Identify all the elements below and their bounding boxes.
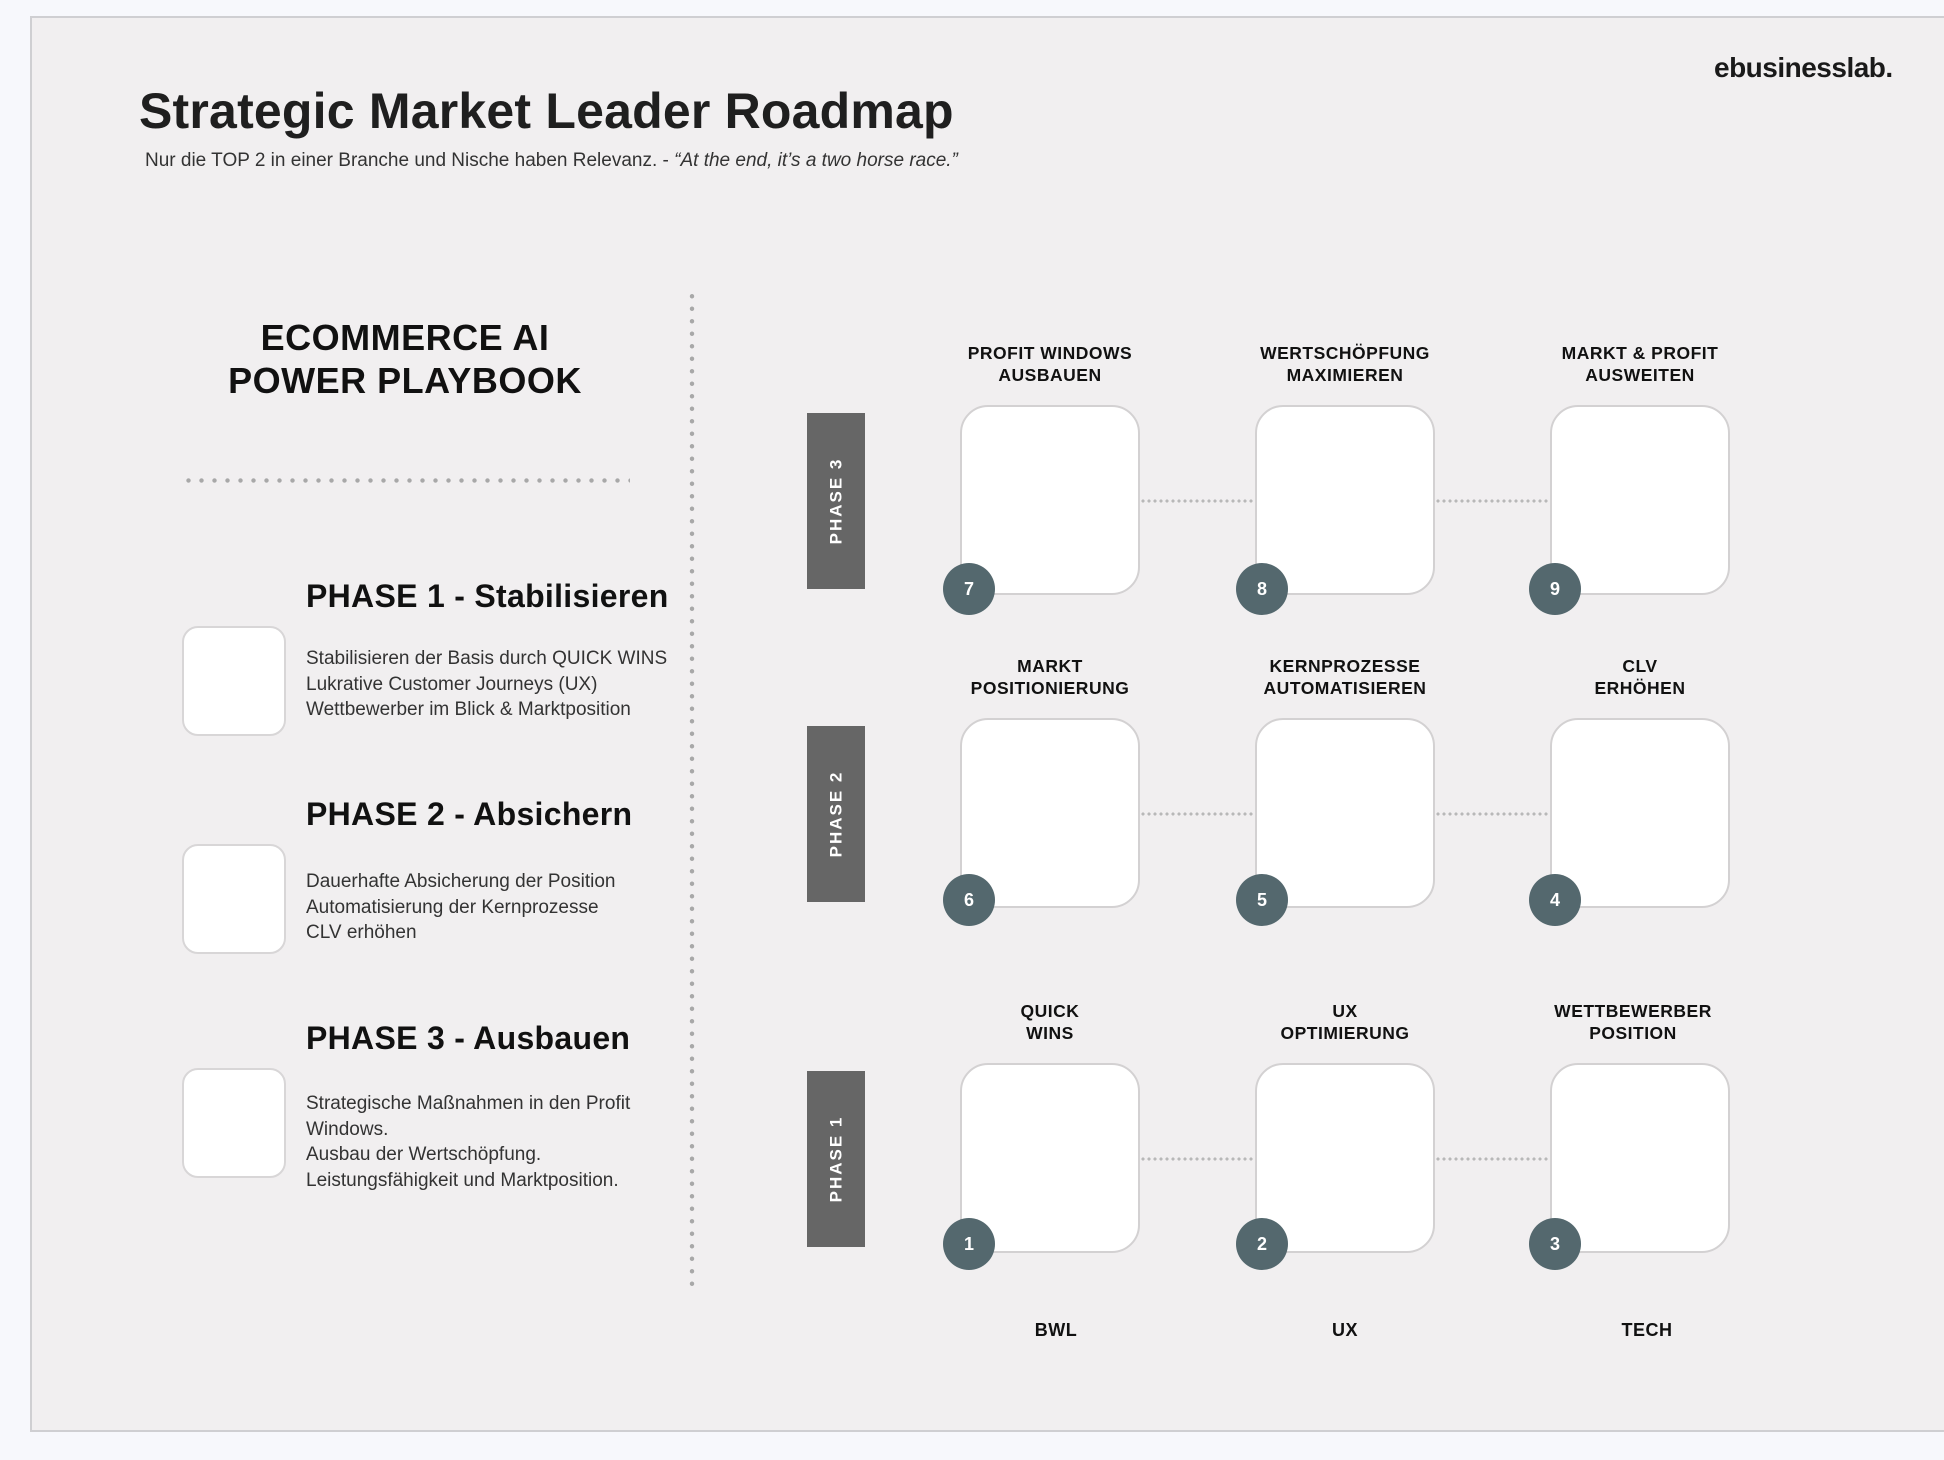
phase-1-checkbox[interactable]	[182, 626, 286, 736]
step-7-label	[920, 342, 1180, 386]
step-1-label	[920, 1000, 1180, 1044]
step-7-card[interactable]	[960, 405, 1140, 595]
step-label-line: POSITIONIERUNG	[970, 678, 1130, 698]
step-4-card[interactable]	[1550, 718, 1730, 908]
phase-3-checkbox[interactable]	[182, 1068, 286, 1178]
step-connector	[1435, 499, 1551, 503]
playbook-title	[190, 316, 620, 402]
step-label-line: MARKT	[1017, 656, 1083, 676]
phase-2-checkbox[interactable]	[182, 844, 286, 954]
step-label-line: AUSWEITEN	[1585, 365, 1695, 385]
phase-bar-label: PHASE 3	[826, 457, 845, 545]
description-line: Windows.	[306, 1118, 389, 1140]
step-8-number-badge: 8	[1236, 563, 1288, 615]
step-2-number-badge: 2	[1236, 1218, 1288, 1270]
step-label-line: MAXIMIEREN	[1286, 365, 1404, 385]
horizontal-divider	[182, 478, 630, 483]
phase-2-heading: PHASE 2 - Absichern	[306, 796, 633, 832]
step-9-card[interactable]	[1550, 405, 1730, 595]
step-label-line: POSITION	[1589, 1023, 1677, 1043]
step-label-line: CLV	[1622, 656, 1658, 676]
phase-3-description	[306, 1091, 630, 1193]
phase-3-heading: PHASE 3 - Ausbauen	[306, 1020, 631, 1056]
phase-2-bar	[807, 726, 865, 902]
step-6-number-badge: 6	[943, 874, 995, 926]
description-line: Lukrative Customer Journeys (UX)	[306, 673, 598, 695]
step-label-line: WINS	[1026, 1023, 1074, 1043]
step-connector	[1140, 499, 1256, 503]
step-9-number-badge: 9	[1529, 563, 1581, 615]
phase-1-heading: PHASE 1 - Stabilisieren	[306, 578, 669, 614]
step-6-label	[920, 655, 1180, 699]
step-label-line: OPTIMIERUNG	[1280, 1023, 1410, 1043]
step-7-number-badge: 7	[943, 563, 995, 615]
step-label-line: KERNPROZESSE	[1269, 656, 1421, 676]
playbook-title-line: POWER PLAYBOOK	[228, 360, 582, 401]
step-3-label	[1503, 1000, 1763, 1044]
step-4-label	[1510, 655, 1770, 699]
phase-bar-label: PHASE 2	[826, 770, 845, 858]
phase-1-bar	[807, 1071, 865, 1247]
step-label-line: MARKT & PROFIT	[1561, 343, 1719, 363]
step-label-line: WETTBEWERBER	[1554, 1001, 1712, 1021]
step-5-label	[1215, 655, 1475, 699]
step-5-card[interactable]	[1255, 718, 1435, 908]
step-1-number-badge: 1	[943, 1218, 995, 1270]
step-3-card[interactable]	[1550, 1063, 1730, 1253]
description-line: CLV erhöhen	[306, 922, 417, 943]
brand-logo: ebusinesslab.	[1714, 52, 1893, 83]
description-line: Strategische Maßnahmen in den Profit	[306, 1093, 631, 1114]
page-subtitle	[145, 150, 958, 172]
step-6-card[interactable]	[960, 718, 1140, 908]
step-9-label	[1510, 342, 1770, 386]
column-label-tech: TECH	[1621, 1320, 1673, 1340]
description-line: Leistungsfähigkeit und Marktposition.	[306, 1169, 619, 1191]
subtitle-text: Nur die TOP 2 in einer Branche und Nische haben Relevanz. -	[145, 150, 675, 171]
step-label-line: ERHÖHEN	[1594, 678, 1686, 698]
description-line: Stabilisieren der Basis durch QUICK WINS	[306, 648, 668, 669]
step-label-line: AUTOMATISIEREN	[1263, 678, 1427, 698]
step-2-card[interactable]	[1255, 1063, 1435, 1253]
step-4-number-badge: 4	[1529, 874, 1581, 926]
phase-1-description	[306, 646, 667, 723]
step-connector	[1140, 812, 1256, 816]
phase-bar-label: PHASE 1	[826, 1115, 845, 1203]
subtitle-quote: “At the end, it’s a two horse race.”	[674, 150, 958, 171]
description-line: Automatisierung der Kernprozesse	[306, 896, 599, 918]
step-label-line: AUSBAUEN	[998, 365, 1102, 385]
step-8-label	[1215, 342, 1475, 386]
step-connector	[1435, 1157, 1551, 1161]
step-5-number-badge: 5	[1236, 874, 1288, 926]
step-connector	[1435, 812, 1551, 816]
step-label-line: UX	[1332, 1001, 1358, 1021]
playbook-title-line: ECOMMERCE AI	[260, 317, 550, 358]
description-line: Dauerhafte Absicherung der Position	[306, 871, 616, 892]
step-2-label	[1215, 1000, 1475, 1044]
description-line: Ausbau der Wertschöpfung.	[306, 1144, 542, 1165]
step-label-line: QUICK	[1020, 1001, 1080, 1021]
column-label-bwl: BWL	[1034, 1320, 1078, 1340]
step-connector	[1140, 1157, 1256, 1161]
description-line: Wettbewerber im Blick & Marktposition	[306, 699, 631, 720]
step-label-line: PROFIT WINDOWS	[967, 343, 1133, 363]
vertical-divider	[689, 290, 695, 1286]
step-label-line: WERTSCHÖPFUNG	[1260, 343, 1430, 363]
step-3-number-badge: 3	[1529, 1218, 1581, 1270]
column-label-ux: UX	[1331, 1320, 1358, 1340]
page-title: Strategic Market Leader Roadmap	[139, 83, 954, 139]
phase-2-description	[306, 869, 615, 946]
step-8-card[interactable]	[1255, 405, 1435, 595]
phase-3-bar	[807, 413, 865, 589]
